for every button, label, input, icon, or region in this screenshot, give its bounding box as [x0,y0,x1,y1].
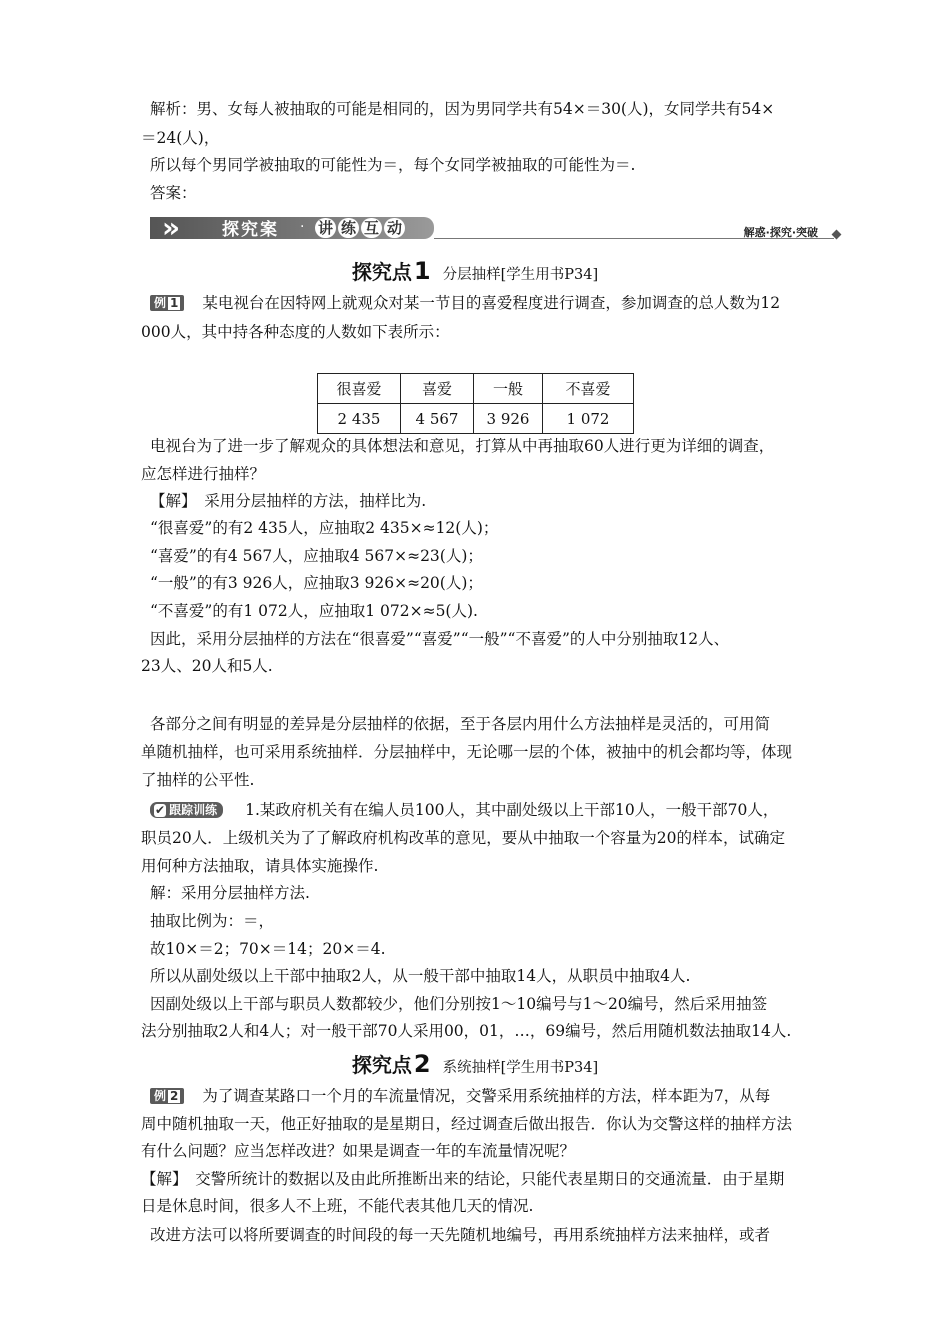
example-tag-number: 2 [170,1089,179,1103]
trace-line-1 [150,800,840,820]
table-header-row [318,374,634,404]
example-1-text: 某电视台在因特网上就观众对某一节目的喜爱程度进行调查，参加调查的总人数为12 [202,294,781,312]
trace-text: 1.某政府机关有在编人员100人，其中副处级以上干部10人，一般干部70人， [245,801,779,819]
solution-heading: 【解】 交警所统计的数据以及由此所推断出来的结论，只能代表星期日的交通流量．由于星期 [141,1170,785,1188]
body-1-line: 23人、20人和5人. [141,657,273,675]
example-1-line-2: 000人，其中持各种态度的人数如下表所示： [141,323,450,341]
example-tag [150,1088,184,1104]
example-2-text: 为了调查某路口一个月的车流量情况，交警采用系统抽样的方法，样本距为7，从每 [202,1087,771,1105]
table-cell: 2 435 [318,404,401,434]
analysis-line-2: ＝24(人)， [141,129,220,147]
trace-line: 因副处级以上干部与职员人数都较少，他们分别按1～10编号与1～20编号，然后采用抽签 [150,995,768,1013]
note-line: 各部分之间有明显的差异是分层抽样的依据，至于各层内用什么方法抽样是灵活的，可用简 [150,715,771,733]
trace-line: 用何种方法抽取，请具体实施操作. [141,857,379,875]
example-2-line: 改进方法可以将所要调查的时间段的每一天先随机地编号，再用系统抽样方法来抽样，或者 [150,1226,771,1244]
section-heading-title: 探究点 [351,260,412,284]
section-heading-2 [0,1049,950,1078]
solution-heading: 【解】 采用分层抽样的方法，抽样比为. [150,492,427,510]
section-heading-number: 1 [413,257,431,285]
example-2-line-1 [150,1086,840,1106]
banner-right-text: 解惑·探究·突破 [743,226,818,239]
trace-badge [150,802,223,818]
table-cell: 3 926 [474,404,543,434]
trace-line: 所以从副处级以上干部中抽取2人，从一般干部中抽取14人，从职员中抽取4人. [150,967,691,985]
table-row [318,404,634,434]
attitude-table [317,373,634,434]
body-1-line: 电视台为了进一步了解观众的具体想法和意见，打算从中再抽取60人进行更为详细的调查， [150,437,775,455]
trace-line: 解：采用分层抽样方法. [150,884,310,902]
body-1-line: 应怎样进行抽样？ [141,465,266,483]
section-heading-subtitle: 系统抽样[学生用书P34] [442,1060,599,1076]
banner-sub-char: 练 [338,218,359,238]
section-heading-number: 2 [413,1050,431,1078]
example-tag-label: 例 [154,1089,167,1103]
section-heading-subtitle: 分层抽样[学生用书P34] [442,267,599,283]
example-2-line: 周中随机抽取一天，他正好抽取的是星期日，经过调查后做出报告．你认为交警这样的抽样方法 [141,1115,793,1133]
banner-subtitle [315,218,407,238]
body-1-line: 因此，采用分层抽样的方法在“很喜爱”“喜爱”“一般”“不喜爱”的人中分别抽取12人、 [150,630,730,648]
example-tag [150,295,184,311]
table-cell: 4 567 [401,404,474,434]
trace-line: 故10×＝2；70×＝14；20×＝4. [150,940,386,958]
analysis-line-1: 解析：男、女每人被抽取的可能是相同的，因为男同学共有54×＝30(人)，女同学共有54× [150,100,775,118]
table-header-cell: 喜爱 [401,374,474,404]
note-line: 了抽样的公平性. [141,771,255,789]
body-1-line: “喜爱”的有4 567人，应抽取4 567×≈23(人)； [150,547,483,565]
section-banner [150,211,840,244]
banner-sub-char: 动 [384,218,405,238]
banner-title: 探究案 [222,220,279,240]
trace-badge-label: 跟踪训练 [169,803,218,817]
trace-line: 抽取比例为：＝， [150,912,275,930]
trace-line: 法分别抽取2人和4人；对一般干部70人采用00，01，…，69编号，然后用随机数法抽取14人. [141,1022,792,1040]
section-heading-1 [0,256,950,285]
body-1-line: “很喜爱”的有2 435人，应抽取2 435×≈12(人)； [150,519,499,537]
answer-label: 答案： [150,184,197,202]
example-2-line: 日是休息时间，很多人不上班，不能代表其他几天的情况. [141,1197,534,1215]
example-2-line: 有什么问题？应当怎样改进？如果是调查一年的车流量情况呢？ [141,1142,576,1160]
chevron-icon: » [162,211,181,244]
section-heading-title: 探究点 [351,1053,412,1077]
note-line: 单随机抽样，也可采用系统抽样．分层抽样中，无论哪一层的个体，被抽中的机会都均等，体现 [141,743,793,761]
banner-bar [150,211,434,244]
analysis-line-3: 所以每个男同学被抽取的可能性为＝，每个女同学被抽取的可能性为＝. [150,156,636,174]
body-1-line: “一般”的有3 926人，应抽取3 926×≈20(人)； [150,574,483,592]
example-1-line-1 [150,293,840,313]
trace-line: 职员20人．上级机关为了了解政府机构改革的意见，要从中抽取一个容量为20的样本，试确定 [141,829,785,847]
table-header-cell: 不喜爱 [543,374,634,404]
table-cell: 1 072 [543,404,634,434]
table-header-cell: 很喜爱 [318,374,401,404]
banner-sub-char: 讲 [315,218,336,238]
banner-dot: · [300,219,305,235]
banner-sub-char: 互 [361,218,382,238]
example-tag-number: 1 [170,296,179,310]
table-header-cell: 一般 [474,374,543,404]
body-1-line: “不喜爱”的有1 072人，应抽取1 072×≈5(人). [150,602,478,620]
check-icon: ✔ [155,803,166,817]
example-tag-label: 例 [154,296,167,310]
